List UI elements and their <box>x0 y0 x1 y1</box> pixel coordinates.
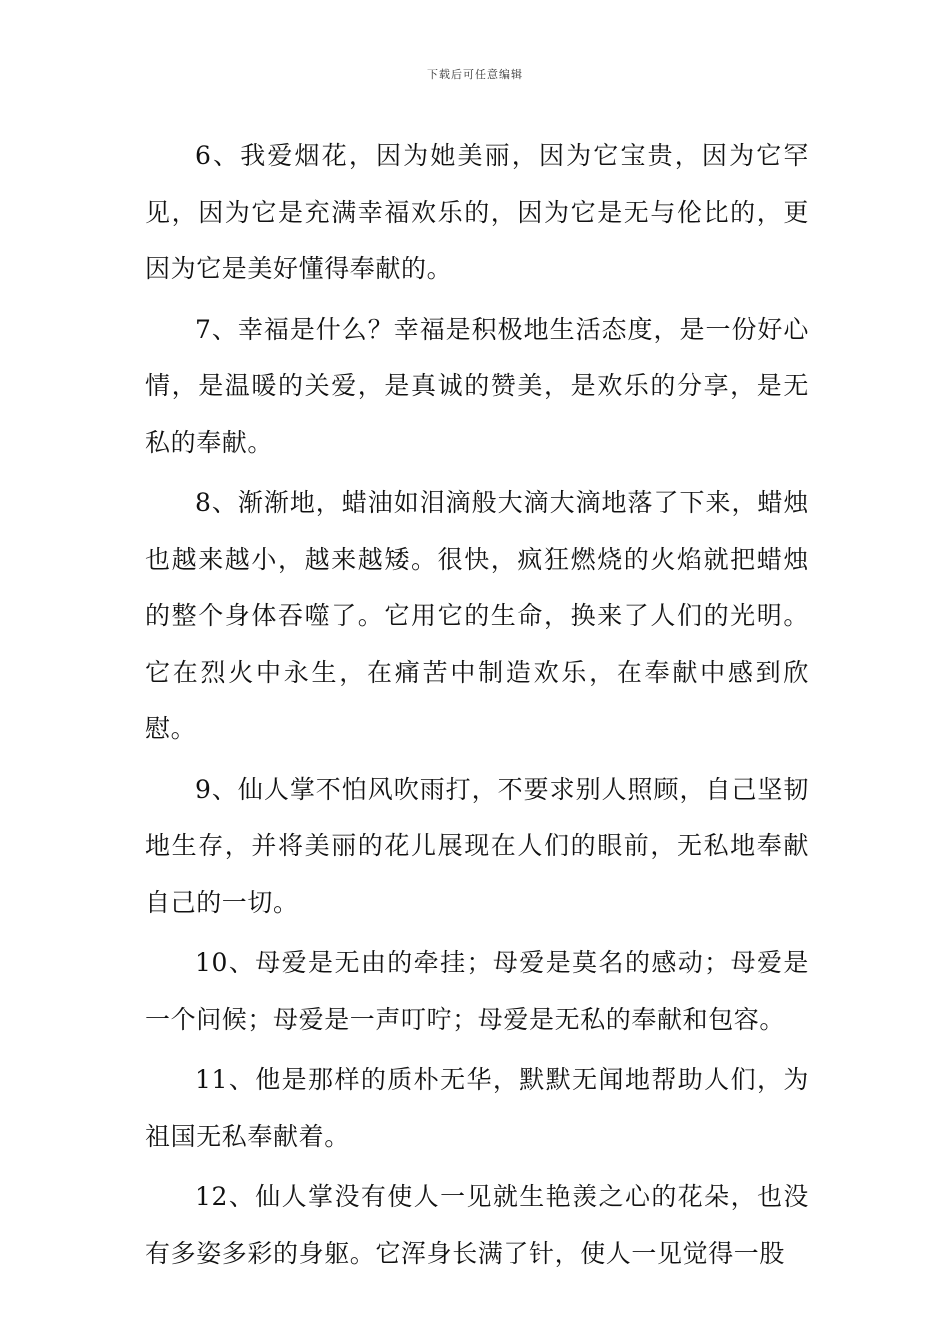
paragraph-8: 8、渐渐地，蜡油如泪滴般大滴大滴地落了下来，蜡烛也越来越小，越来越矮。很快，疯狂燃烧的火焰就把蜡烛的整个身体吞噬了。它用它的生命，换来了人们的光明。它在烈火中永生，在痛苦中制造欢乐，在奉献中感到欣慰。 <box>145 488 809 743</box>
document-body <box>145 128 809 1286</box>
paragraph-9: 9、仙人掌不怕风吹雨打，不要求别人照顾，自己坚韧地生存，并将美丽的花儿展现在人们的眼前，无私地奉献自己的一切。 <box>145 774 809 917</box>
paragraph-10: 10、母爱是无由的牵挂；母爱是莫名的感动；母爱是一个问候；母爱是一声叮咛；母爱是无私的奉献和包容。 <box>145 948 809 1034</box>
paragraph-6: 6、我爱烟花，因为她美丽，因为它宝贵，因为它罕见，因为它是充满幸福欢乐的，因为它是无与伦比的，更因为它是美好懂得奉献的。 <box>145 141 809 283</box>
paragraph-11: 11、他是那样的质朴无华，默默无闻地帮助人们，为祖国无私奉献着。 <box>145 1065 809 1151</box>
page-header: 下载后可任意编辑 <box>427 68 523 81</box>
paragraph-12: 12、仙人掌没有使人一见就生艳羡之心的花朵，也没有多姿多彩的身躯。它浑身长满了针，使人一见觉得一股 <box>145 1182 809 1268</box>
paragraph-7: 7、幸福是什么？幸福是积极地生活态度，是一份好心情，是温暖的关爱，是真诚的赞美，是欢乐的分享，是无私的奉献。 <box>145 314 809 457</box>
